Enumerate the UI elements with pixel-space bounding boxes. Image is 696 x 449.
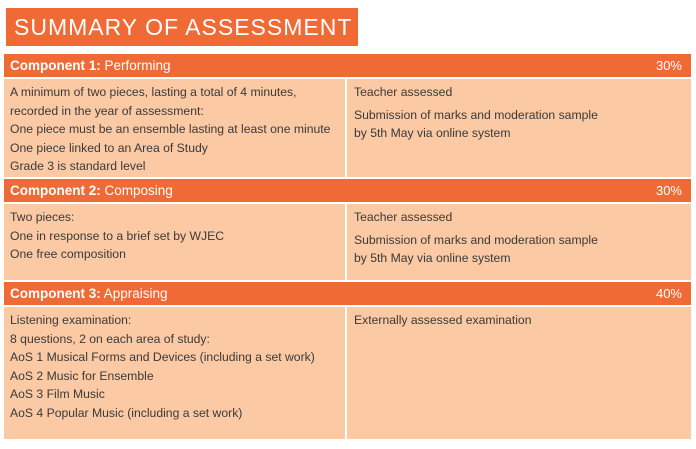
detail-line: AoS 4 Popular Music (including a set work)	[10, 405, 243, 420]
component-3-assessment	[347, 307, 691, 439]
component-3-details	[4, 305, 691, 441]
detail-line: Listening examination:	[10, 313, 132, 327]
detail-line: AoS 2 Music for Ensemble	[10, 368, 154, 383]
assessment-line: Teacher assessed	[354, 210, 453, 224]
assessment-line: Submission of marks and moderation sample	[354, 232, 598, 247]
detail-line: Grade 3 is standard level	[10, 159, 146, 174]
component-name: Performing	[104, 58, 171, 73]
assessment-line: Submission of marks and moderation sample	[354, 107, 598, 122]
detail-line: One piece must be an ensemble lasting at least one minute	[10, 122, 331, 137]
component-weight: 40%	[655, 286, 682, 301]
detail-line: One in response to a brief set by WJEC	[10, 228, 225, 243]
component-weight: 30%	[655, 58, 682, 73]
component-2-content	[4, 204, 347, 280]
component-2-header	[4, 179, 691, 202]
assessment-line: Externally assessed examination	[354, 313, 532, 327]
detail-line: AoS 3 Film Music	[10, 387, 105, 402]
component-number: Component 1:	[10, 58, 101, 73]
component-2-details	[4, 202, 691, 282]
detail-line: One free composition	[10, 247, 126, 262]
component-1-details	[4, 77, 691, 179]
component-number: Component 2:	[10, 183, 101, 198]
assessment-line: by 5th May via online system	[354, 126, 511, 141]
assessment-line: by 5th May via online system	[354, 251, 511, 266]
component-1-assessment	[347, 79, 691, 177]
page-title: SUMMARY OF ASSESSMENT	[6, 8, 358, 46]
component-number: Component 3:	[10, 286, 101, 301]
component-3-header	[4, 282, 691, 305]
component-1-header	[4, 54, 691, 77]
component-weight: 30%	[655, 183, 682, 198]
component-name: Appraising	[103, 286, 168, 301]
assessment-table	[3, 54, 691, 441]
detail-line: AoS 1 Musical Forms and Devices (including a set work)	[10, 350, 315, 365]
detail-line: 8 questions, 2 on each area of study:	[10, 331, 210, 346]
component-2-assessment	[347, 204, 691, 280]
assessment-line: Teacher assessed	[354, 85, 453, 99]
detail-line: Two pieces:	[10, 210, 75, 224]
component-1-content	[4, 79, 347, 177]
detail-line: recorded in the year of assessment:	[10, 103, 204, 118]
detail-line: One piece linked to an Area of Study	[10, 140, 208, 155]
component-name: Composing	[104, 183, 173, 198]
component-3-content	[4, 307, 347, 439]
detail-line: A minimum of two pieces, lasting a total of 4 minutes,	[10, 85, 297, 99]
